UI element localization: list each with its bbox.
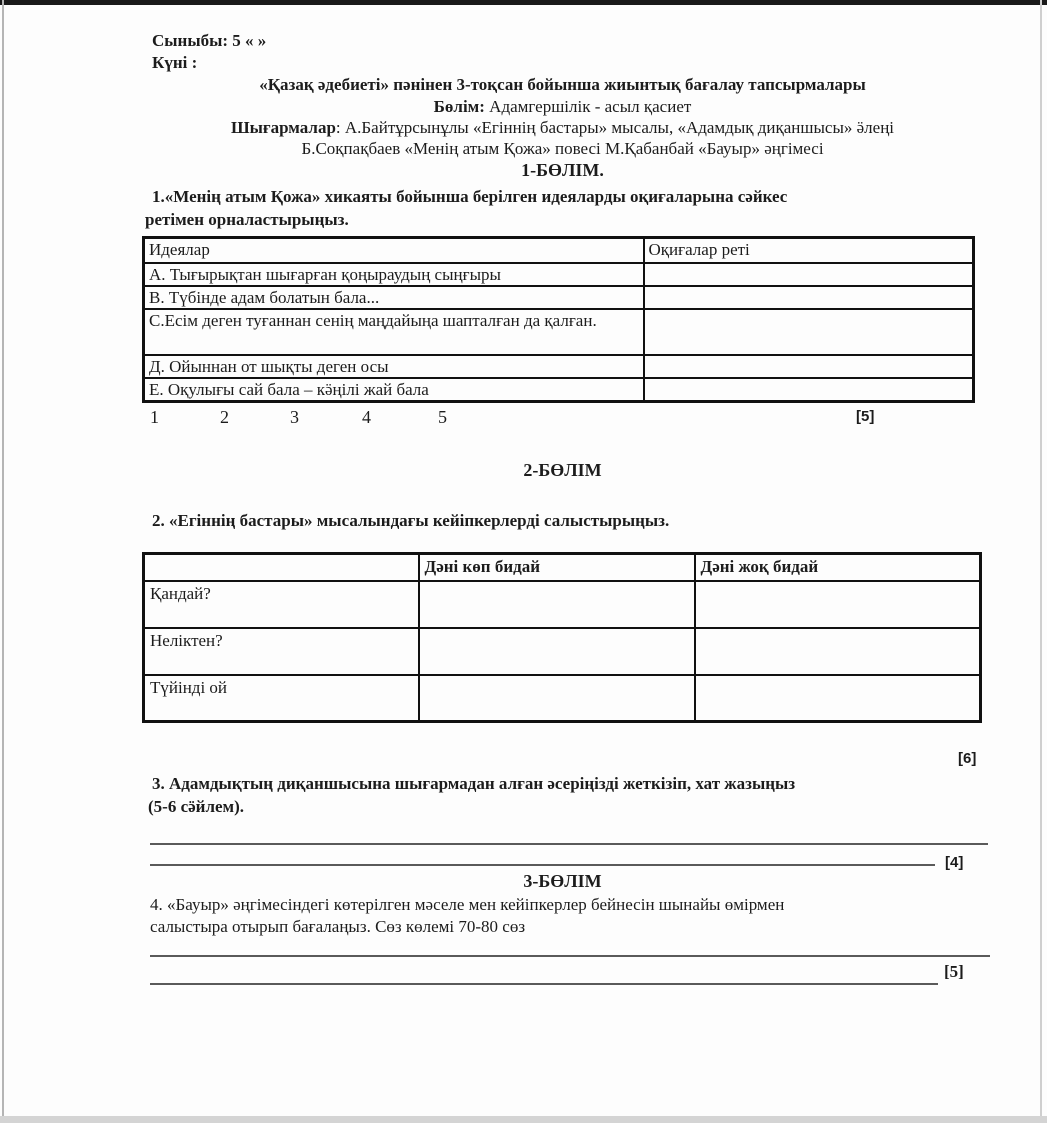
answer-cell-why-1	[419, 628, 695, 675]
part2-score-badge: [6]	[958, 750, 977, 767]
part1-score-badge: [5]	[856, 408, 875, 425]
task3-text-line2: (5-6 сӛйлем).	[148, 797, 245, 816]
answer-line	[150, 955, 990, 957]
row-label-what: Қандай?	[144, 581, 419, 628]
works-line	[140, 117, 985, 138]
task4-text-line1: 4. «Бауыр» әңгімесіндегі көтерілген мәселе мен кейіпкерлер бейнесін шынайы өмірмен	[150, 895, 785, 914]
works-line-2: Б.Соқпақбаев «Менің атым Қожа» повесі М.Қабанбай «Бауыр» әңгімесі	[301, 139, 824, 158]
order-number-4: 4	[362, 407, 371, 427]
works-value: : А.Байтұрсынұлы «Егіннің бастары» мысалы, «Адамдық диқаншысы» ӛлеңі	[335, 118, 895, 137]
scan-bottom-edge	[0, 1116, 1047, 1123]
scan-right-edge	[1040, 0, 1042, 1123]
answer-cell-why-2	[695, 628, 981, 675]
idea-row-d: Д. Ойыннан от шықты деген осы	[144, 355, 644, 378]
answer-line	[150, 843, 988, 845]
task1-text-line2: ретімен орналастырыңыз.	[145, 210, 349, 229]
comparison-table	[142, 552, 982, 723]
answer-cell-b	[644, 286, 974, 309]
task1-text-line1: 1.«Менің атым Қожа» хикаяты бойынша берілген идеяларды оқиғаларына сәйкес	[152, 187, 788, 206]
idea-row-c: С.Есім деген туғаннан сенің маңдайыңа шапталған да қалған.	[144, 309, 644, 355]
section-label: Бөлім:	[433, 97, 485, 116]
task4-text-line2: салыстыра отырып бағалаңыз. Сөз көлемі 70-80 сөз	[150, 917, 526, 936]
document-title: «Қазақ әдебиеті» пәнінен 3-тоқсан бойынша жиынтық бағалау тапсырмалары	[259, 75, 866, 94]
order-number-5: 5	[438, 407, 447, 427]
answer-cell-conclusion-2	[695, 675, 981, 722]
ideas-col-header: Идеялар	[144, 238, 644, 263]
section-value: Адамгершілік - асыл қасиет	[484, 97, 692, 116]
section-line	[140, 96, 985, 117]
answer-line	[150, 983, 938, 985]
ideas-table	[142, 236, 975, 403]
task2-text: 2. «Егіннің бастары» мысалындағы кейіпкерлерді салыстырыңыз.	[152, 511, 670, 530]
answer-cell-what-2	[695, 581, 981, 628]
idea-row-b: В. Түбінде адам болатын бала...	[144, 286, 644, 309]
wheat-empty-header: Дәні жоқ бидай	[695, 554, 981, 581]
answer-cell-a	[644, 263, 974, 286]
task3-score-badge: [4]	[945, 854, 964, 871]
row-label-why: Неліктен?	[144, 628, 419, 675]
order-col-header: Оқиғалар реті	[644, 238, 974, 263]
answer-line	[150, 864, 935, 866]
answer-cell-d	[644, 355, 974, 378]
part3-heading: 3-БӨЛІМ	[523, 871, 602, 891]
order-number-3: 3	[290, 407, 299, 427]
scan-top-edge	[0, 0, 1047, 5]
scan-left-edge	[2, 0, 4, 1123]
idea-row-a: А. Тығырықтан шығарған қоңыраудың сыңғыры	[144, 263, 644, 286]
order-number-1: 1	[150, 407, 159, 427]
part3-score-badge: [5]	[944, 962, 964, 981]
row-label-conclusion: Түйінді ой	[144, 675, 419, 722]
class-line: Сыныбы: 5 « »	[152, 31, 267, 50]
comparison-corner-cell	[144, 554, 419, 581]
answer-cell-what-1	[419, 581, 695, 628]
idea-row-e: Е. Оқулығы сай бала – кӛңілі жай бала	[144, 378, 644, 402]
answer-cell-conclusion-1	[419, 675, 695, 722]
works-label: Шығармалар	[230, 118, 336, 137]
order-number-2: 2	[220, 407, 229, 427]
answer-cell-e	[644, 378, 974, 402]
date-line: Күні :	[152, 53, 198, 72]
answer-cell-c	[644, 309, 974, 355]
task3-text-line1: 3. Адамдықтың диқаншысына шығармадан алған әсеріңізді жеткізіп, хат жазыңыз	[152, 774, 796, 793]
part1-heading: 1-БӨЛІМ.	[521, 160, 604, 180]
wheat-full-header: Дәні көп бидай	[419, 554, 695, 581]
part2-heading: 2-БӨЛІМ	[523, 460, 602, 480]
